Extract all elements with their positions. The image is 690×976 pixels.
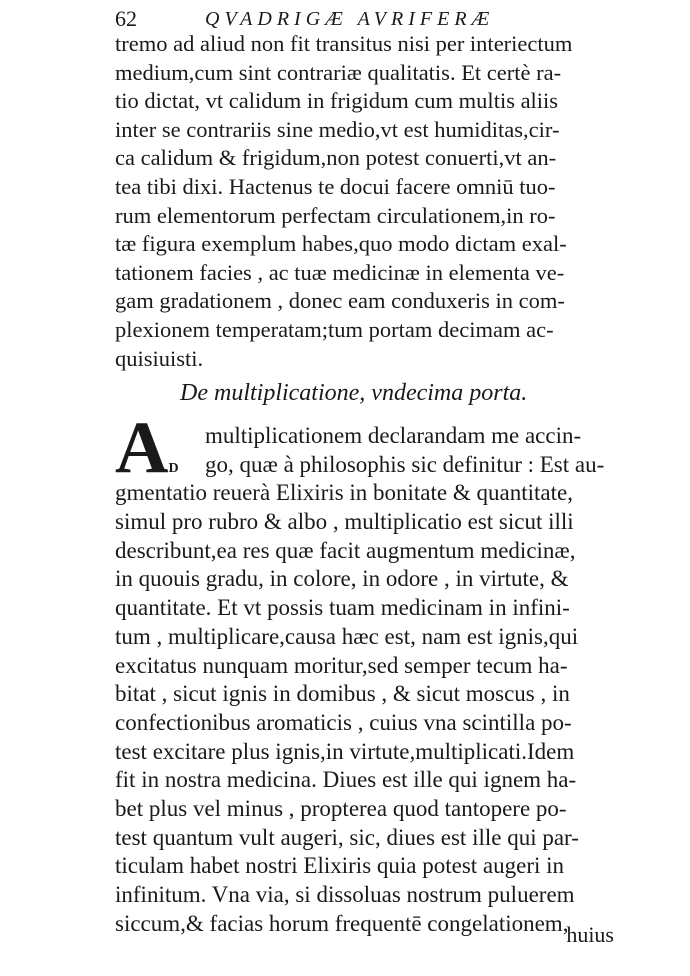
text-line: fit in nostra medicina. Diues est ille qui ignem ha- xyxy=(115,767,577,793)
text-line: test excitare plus ignis,in virtute,multiplicati.Idem xyxy=(115,738,575,764)
text-line: in quouis gradu, in colore, in odore , in virtute, & xyxy=(115,566,569,592)
catchword: huius xyxy=(566,922,614,947)
text-line: excitatus nunquam moritur,sed semper tecum ha- xyxy=(115,652,568,678)
text-line: bitat , sicut ignis in domibus , & sicut moscus , in xyxy=(115,681,570,707)
paragraph-2 xyxy=(115,422,615,938)
page-header xyxy=(115,6,615,32)
text-line: ca calidum & frigidum,non potest conuerti,vt an- xyxy=(115,145,557,171)
text-line: tio dictat, vt calidum in frigidum cum multis aliis xyxy=(115,88,559,114)
text-line: test quantum vult augeri, sic, diues est ille qui par- xyxy=(115,824,579,850)
text-line: gmentatio reuerà Elixiris in bonitate & quantitate, xyxy=(115,480,573,506)
text-line: confectionibus aromaticis , cuius vna scintilla po- xyxy=(115,709,572,735)
text-line: plexionem temperatam;tum portam decimam ac- xyxy=(115,316,554,342)
section-title: De multiplicatione, vndecima porta. xyxy=(180,380,528,406)
text-line: infinitum. Vna via, si dissoluas nostrum puluerem xyxy=(115,882,575,907)
text-line: tæ figura exemplum habes,quo modo dictam exal- xyxy=(115,231,567,257)
text-line: bet plus vel minus , propterea quod tantopere po- xyxy=(115,795,567,821)
text-line: tremo ad aliud non fit transitus nisi per interiectum xyxy=(115,31,573,56)
text-line: gam gradationem , donec eam conduxeris in com- xyxy=(115,288,565,314)
paragraph-1 xyxy=(115,30,615,373)
text-line: inter se contrariis sine medio,vt est humiditas,cir- xyxy=(115,116,560,142)
text-line: siccum,& facias horum frequentē congelationem, xyxy=(115,910,569,936)
text-line: ticulam habet nostri Elixiris quia potest augeri in xyxy=(115,853,565,879)
text-line: simul pro rubro & albo , multiplicatio est sicut illi xyxy=(115,509,574,535)
text-line: tea tibi dixi. Hactenus te docui facere omniū tuo- xyxy=(115,173,556,199)
text-line: medium,cum sint contrariæ qualitatis. Et certè ra- xyxy=(115,59,562,85)
text-line: multiplicationem declarandam me accin- xyxy=(205,423,582,448)
page-number: 62 xyxy=(115,6,137,31)
drop-cap-rest: D xyxy=(168,461,180,476)
text-line: quisiuisti. xyxy=(115,345,204,371)
text-line: go, quæ à philosophis sic definitur : Est au- xyxy=(205,451,605,477)
text-line: tum , multiplicare,causa hæc est, nam est ignis,qui xyxy=(115,623,579,649)
text-line: rum elementorum perfectam circulationem,in ro- xyxy=(115,202,556,228)
text-line: describunt,ea res quæ facit augmentum medicinæ, xyxy=(115,537,576,563)
text-line: quantitate. Et vt possis tuam medicinam in infini- xyxy=(115,595,570,621)
text-line: tationem facies , ac tuæ medicinæ in elementa ve- xyxy=(115,259,565,285)
running-title: QVADRIGÆ AVRIFERÆ xyxy=(205,8,495,30)
drop-cap-letter: A xyxy=(115,407,169,489)
